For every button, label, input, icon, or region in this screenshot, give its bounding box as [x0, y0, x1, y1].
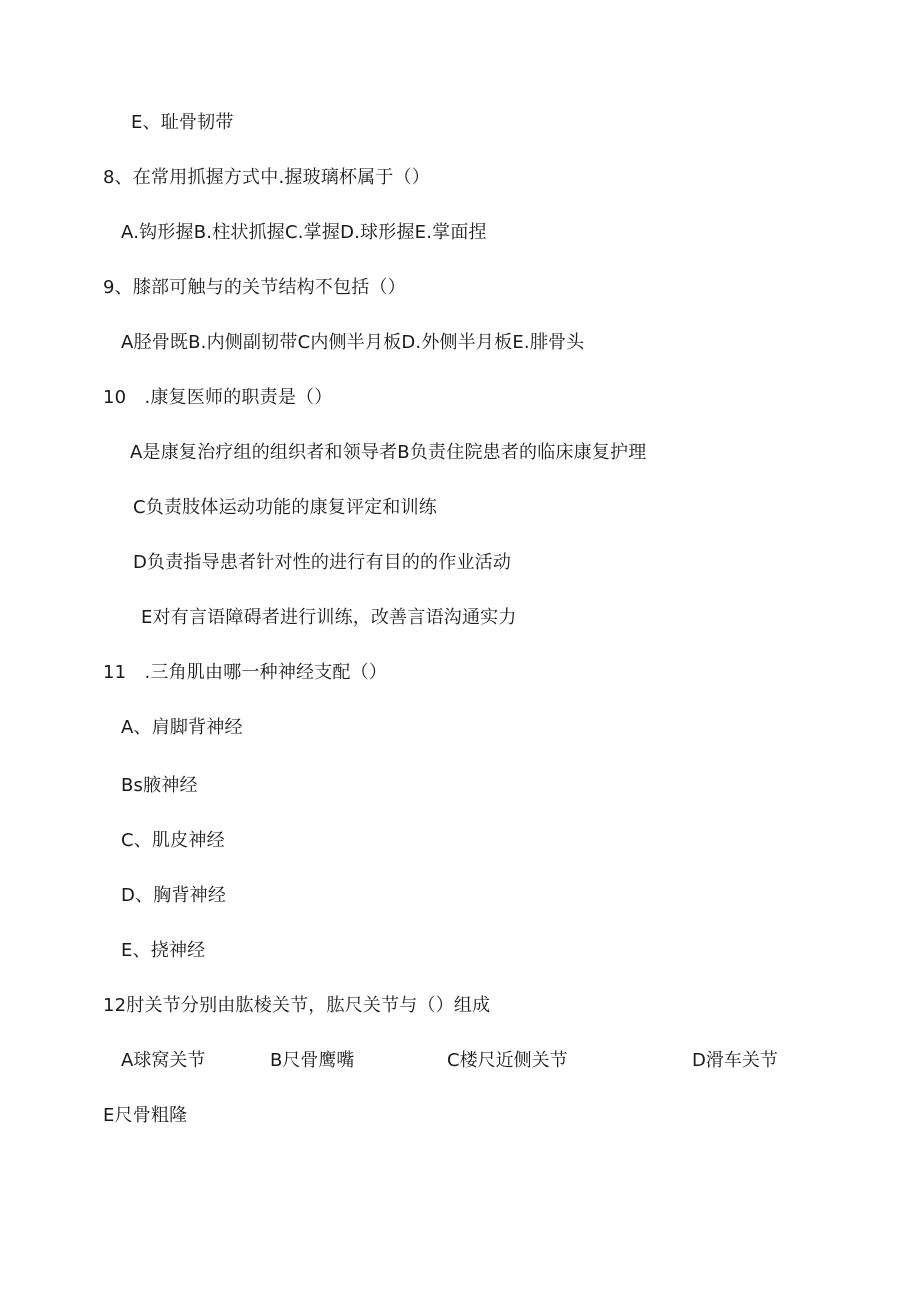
question-11-option-c: C、肌皮神经	[121, 830, 225, 851]
q7-option-e: E、耻骨韧带	[131, 112, 234, 133]
question-9-stem: 9、膝部可触与的关节结构不包括（）	[103, 277, 406, 298]
question-12-option-d: D滑车关节	[692, 1050, 778, 1071]
question-12-option-a: A球窝关节	[121, 1050, 206, 1071]
question-10-option-d: D负责指导患者针对性的进行有目的的作业活动	[133, 552, 512, 573]
question-11-option-d: D、胸背神经	[121, 885, 227, 906]
question-9-options: A胫骨既B.内侧副韧带C内侧半月板D.外侧半月板E.腓骨头	[121, 332, 585, 353]
question-12-option-e: E尺骨粗隆	[103, 1105, 188, 1126]
question-12-option-c: C楼尺近侧关节	[447, 1050, 568, 1071]
question-12-option-b: B尺骨鹰嘴	[270, 1050, 355, 1071]
question-11-option-a: A、肩脚背神经	[121, 717, 243, 738]
question-10-stem: 10 .康复医师的职责是（）	[103, 387, 333, 408]
question-10-option-e: E对有言语障碍者进行训练，改善言语沟通实力	[141, 607, 517, 628]
question-12-stem: 12肘关节分别由肱棱关节，肱尺关节与（）组成	[103, 995, 491, 1016]
question-11-stem: 11 .三角肌由哪一种神经支配（）	[103, 662, 388, 683]
question-11-option-e: E、挠神经	[121, 940, 206, 961]
question-10-option-c: C负责肢体运动功能的康复评定和训练	[133, 497, 437, 518]
question-10-option-ab: A是康复治疗组的组织者和领导者B负责住院患者的临床康复护理	[130, 442, 647, 463]
question-8-stem: 8、在常用抓握方式中.握玻璃杯属于（）	[103, 167, 430, 188]
question-11-option-b: Bs腋神经	[121, 775, 198, 796]
question-8-options: A.钩形握B.柱状抓握C.掌握D.球形握E.掌面捏	[121, 222, 487, 243]
